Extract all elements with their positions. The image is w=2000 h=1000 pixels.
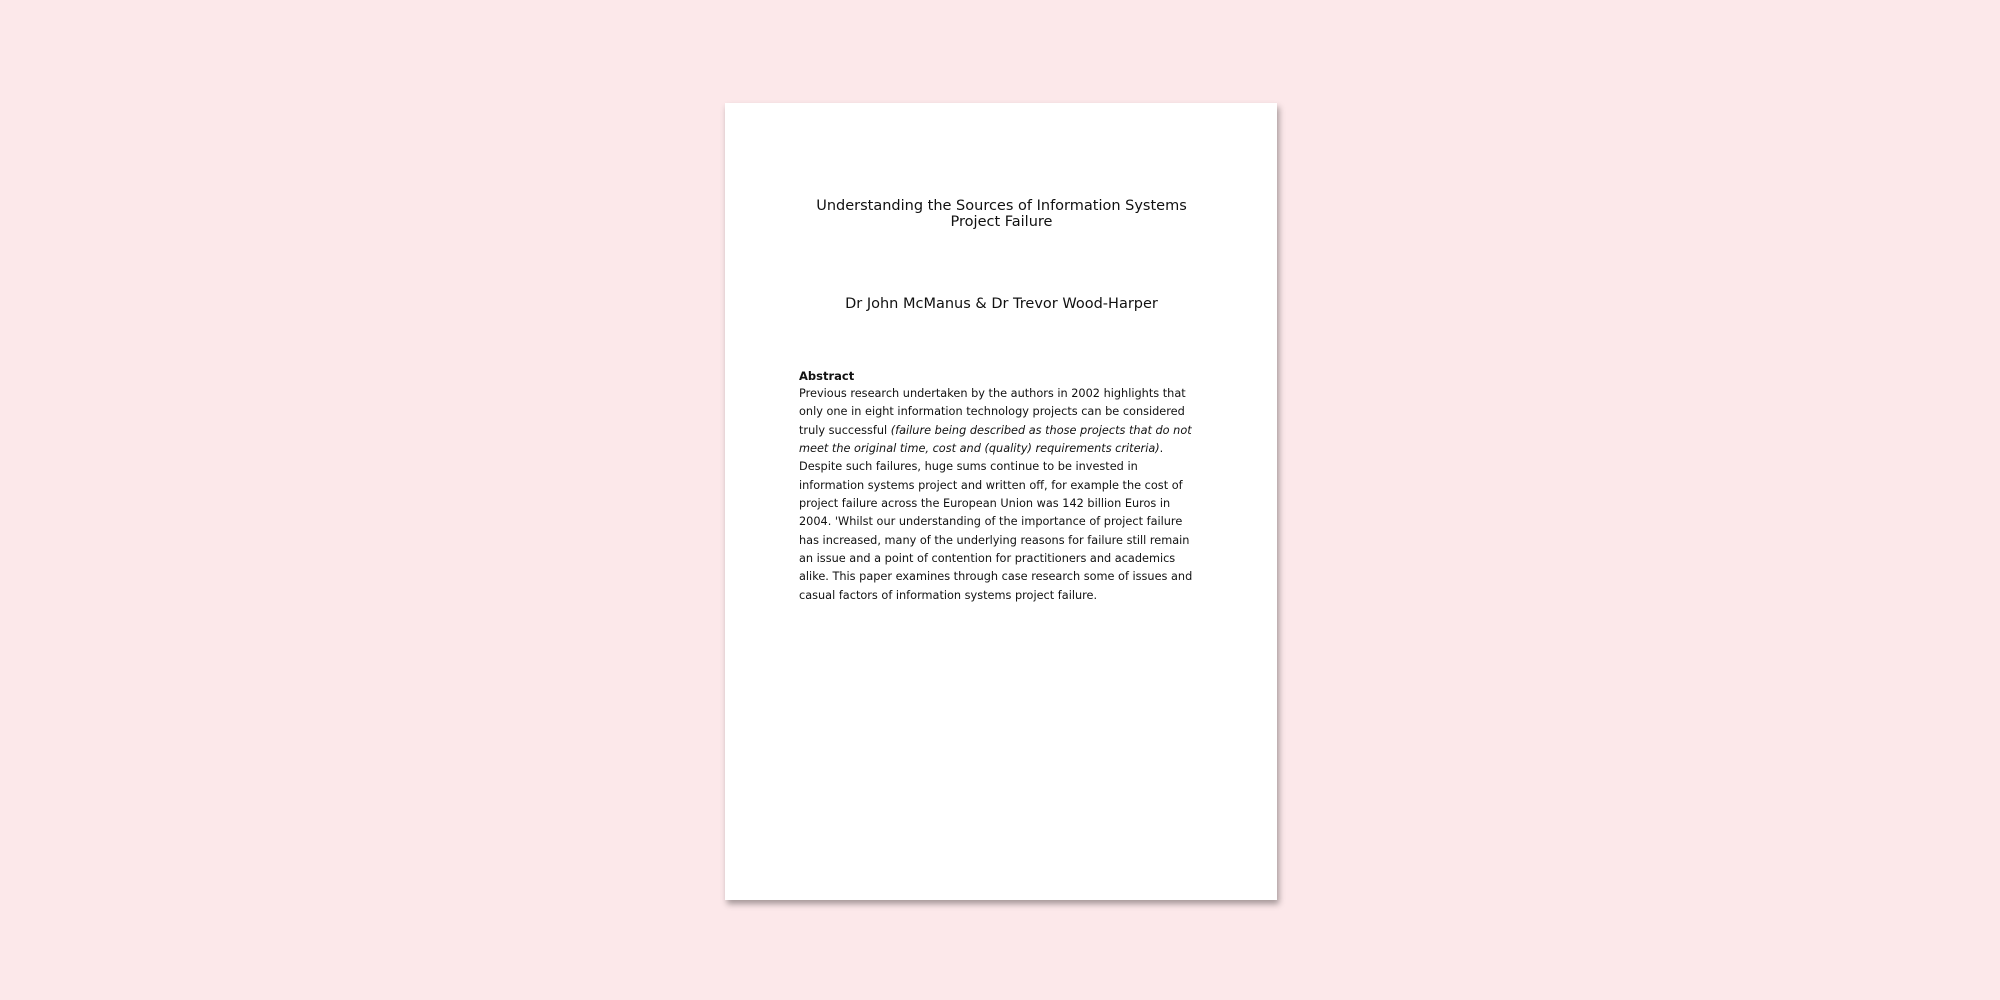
document-page — [725, 103, 1277, 900]
abstract-section — [799, 367, 1203, 605]
abstract-body — [799, 385, 1203, 605]
document-title: Understanding the Sources of Information Systems Project Failure — [816, 198, 1187, 230]
abstract-heading: Abstract — [799, 369, 855, 383]
abstract-text-end: . Despite such failures, huge sums continue to be invested in information systems project and written off, for example the cost of project failure across the European Union was 142 billion Euros in 2004. 'Whilst our understanding of the importance of project failure has increased, many of the underlying reasons for failure still remain an issue and a point of contention for practitioners and academics alike. This paper examines through case research some of issues and casual factors of information systems project failure. — [799, 442, 1193, 602]
abstract-italic-definition: (failure being described as those projects that do not meet the original time, cost and (quality) requirements criteria) — [799, 423, 1192, 456]
abstract-text-start: Previous research undertaken by the authors in 2002 highlights that only one in eight information technology projects can be considered truly successful — [799, 387, 1186, 437]
document-authors: Dr John McManus & Dr Trevor Wood-Harper — [845, 296, 1158, 312]
